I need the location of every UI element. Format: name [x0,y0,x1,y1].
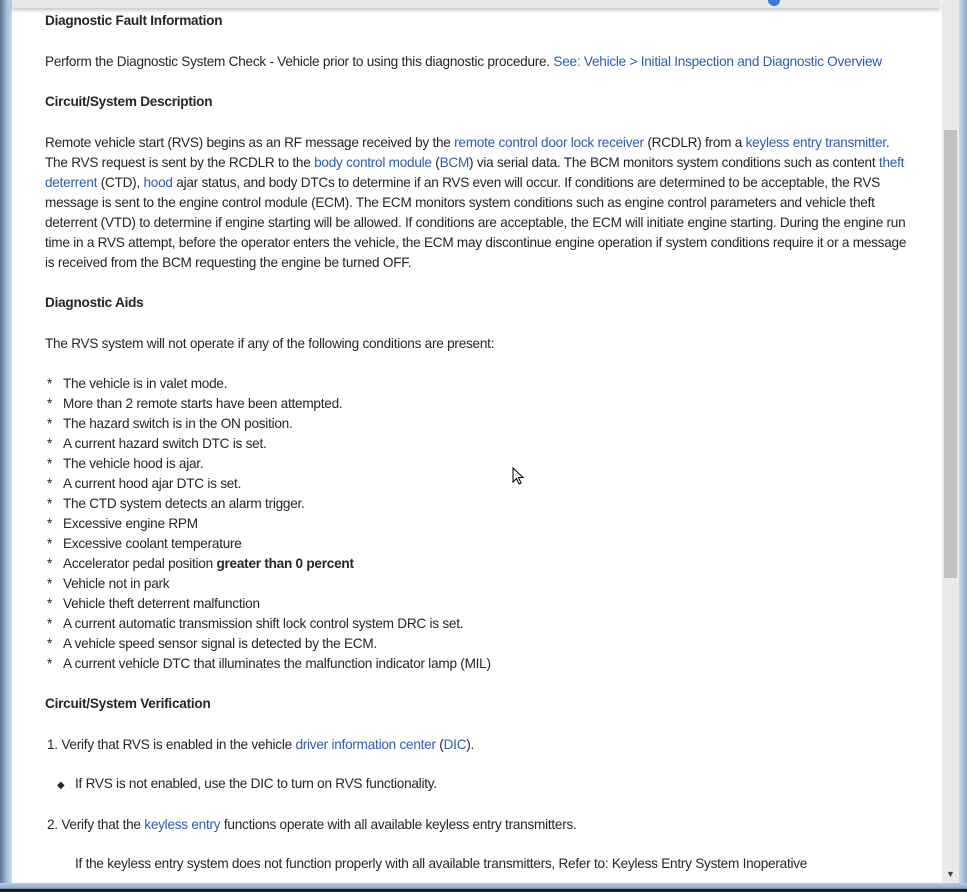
heading-circuit-system-description: Circuit/System Description [45,94,213,109]
scroll-down-arrow-icon[interactable]: ▼ [946,869,955,879]
diamond-bullet-icon: ◆ [57,780,65,791]
link-keyless-entry[interactable]: keyless entry [144,817,221,832]
fault-paragraph [45,52,915,72]
link-bcm[interactable]: BCM [439,155,470,170]
list-item: * A vehicle speed sensor signal is detected by the ECM. [47,634,915,654]
list-item: * Excessive coolant temperature [47,534,915,554]
list-item: * A current hood ajar DTC is set. [47,474,915,494]
heading-circuit-system-verification: Circuit/System Verification [45,696,211,711]
description-paragraph [45,133,915,273]
accel-text: Accelerator pedal position [63,556,217,571]
step-text: ( [435,737,444,752]
step-text: ). [466,737,475,752]
list-item: * More than 2 remote starts have been attempted. [47,394,915,414]
desc-text: (CTD), [97,175,144,190]
conditions-list [45,374,915,674]
step-text: 2. Verify that the [47,817,145,832]
substep-text: If RVS is not enabled, use the DIC to turn on RVS functionality. [75,776,437,791]
list-item [47,554,915,574]
document-body [45,11,915,883]
window-frame-left [0,0,12,892]
step-2 [47,815,915,835]
substep-text: If the keyless entry system does not function properly with all available transmitters, Refer to: Keyless Entry System Inoperative [75,856,808,871]
desc-text: Remote vehicle start (RVS) begins as an RF message received by the [45,135,455,150]
list-item: * A current vehicle DTC that illuminates the malfunction indicator lamp (MIL) [47,654,915,674]
link-theft-deterrent[interactable]: theft deterrent [45,155,905,190]
link-keyless-entry-transmitter[interactable]: keyless entry transmitter [745,135,886,150]
link-rcdlr[interactable]: remote control door lock receiver [454,135,644,150]
desc-text: ) via serial data. The BCM monitors system conditions such as content [469,155,879,170]
header-bar [12,0,940,8]
desc-text: . The RVS request is sent by the RCDLR to the [45,135,890,170]
list-item: * Vehicle not in park [47,574,915,594]
document-viewport [12,0,942,883]
list-item: * Excessive engine RPM [47,514,915,534]
step-1 [47,735,915,755]
list-item: * The vehicle hood is ajar. [47,454,915,474]
link-dic[interactable]: DIC [443,737,467,752]
mouse-cursor-icon [512,467,526,487]
list-item: * The CTD system detects an alarm trigger. [47,494,915,514]
heading-diagnostic-aids: Diagnostic Aids [45,295,144,310]
desc-text: (RCDLR) from a [643,135,746,150]
list-item: * Vehicle theft deterrent malfunction [47,594,915,614]
list-item: * A current hazard switch DTC is set. [47,434,915,454]
header-button-icon[interactable] [768,0,780,6]
step-text: functions operate with all available keyless entry transmitters. [220,817,577,832]
window-frame-bottom [0,883,967,892]
step-1-substep [57,774,915,796]
link-initial-inspection[interactable]: See: Vehicle > Initial Inspection and Diagnostic Overview [553,54,882,69]
list-item: * The hazard switch is in the ON position. [47,414,915,434]
link-driver-information-center[interactable]: driver information center [295,737,436,752]
vertical-scrollbar[interactable] [942,0,959,883]
list-item: * A current automatic transmission shift lock control system DRC is set. [47,614,915,634]
heading-diagnostic-fault-information: Diagnostic Fault Information [45,13,223,28]
fault-text: Perform the Diagnostic System Check - Vehicle prior to using this diagnostic procedure. [45,54,554,69]
link-body-control-module[interactable]: body control module [314,155,432,170]
scrollbar-thumb[interactable] [944,130,957,578]
list-item: * The vehicle is in valet mode. [47,374,915,394]
step-2-substep [75,854,915,874]
aids-intro: The RVS system will not operate if any of the following conditions are present: [45,336,495,351]
desc-text: ajar status, and body DTCs to determine if an RVS even will occur. If conditions are determined to be acceptable, the RVS message is sent to the engine control module (ECM). The ECM monitors system conditions such as engine control parameters and vehicle theft deterrent (VTD) to determine if engine starting will be allowed. If conditions are acceptable, the ECM will initiate engine starting. During the engine run time in a RVS attempt, before the operator enters the vehicle, the ECM may discontinue engine operation if system conditions require it or a message is received from the BCM requesting the engine be turned OFF. [45,175,907,270]
window-frame-right [959,0,967,892]
desc-text: ( [431,155,440,170]
accel-bold: greater than 0 percent [216,556,354,571]
link-hood[interactable]: hood [143,175,173,190]
step-text: 1. Verify that RVS is enabled in the vehicle [47,737,296,752]
